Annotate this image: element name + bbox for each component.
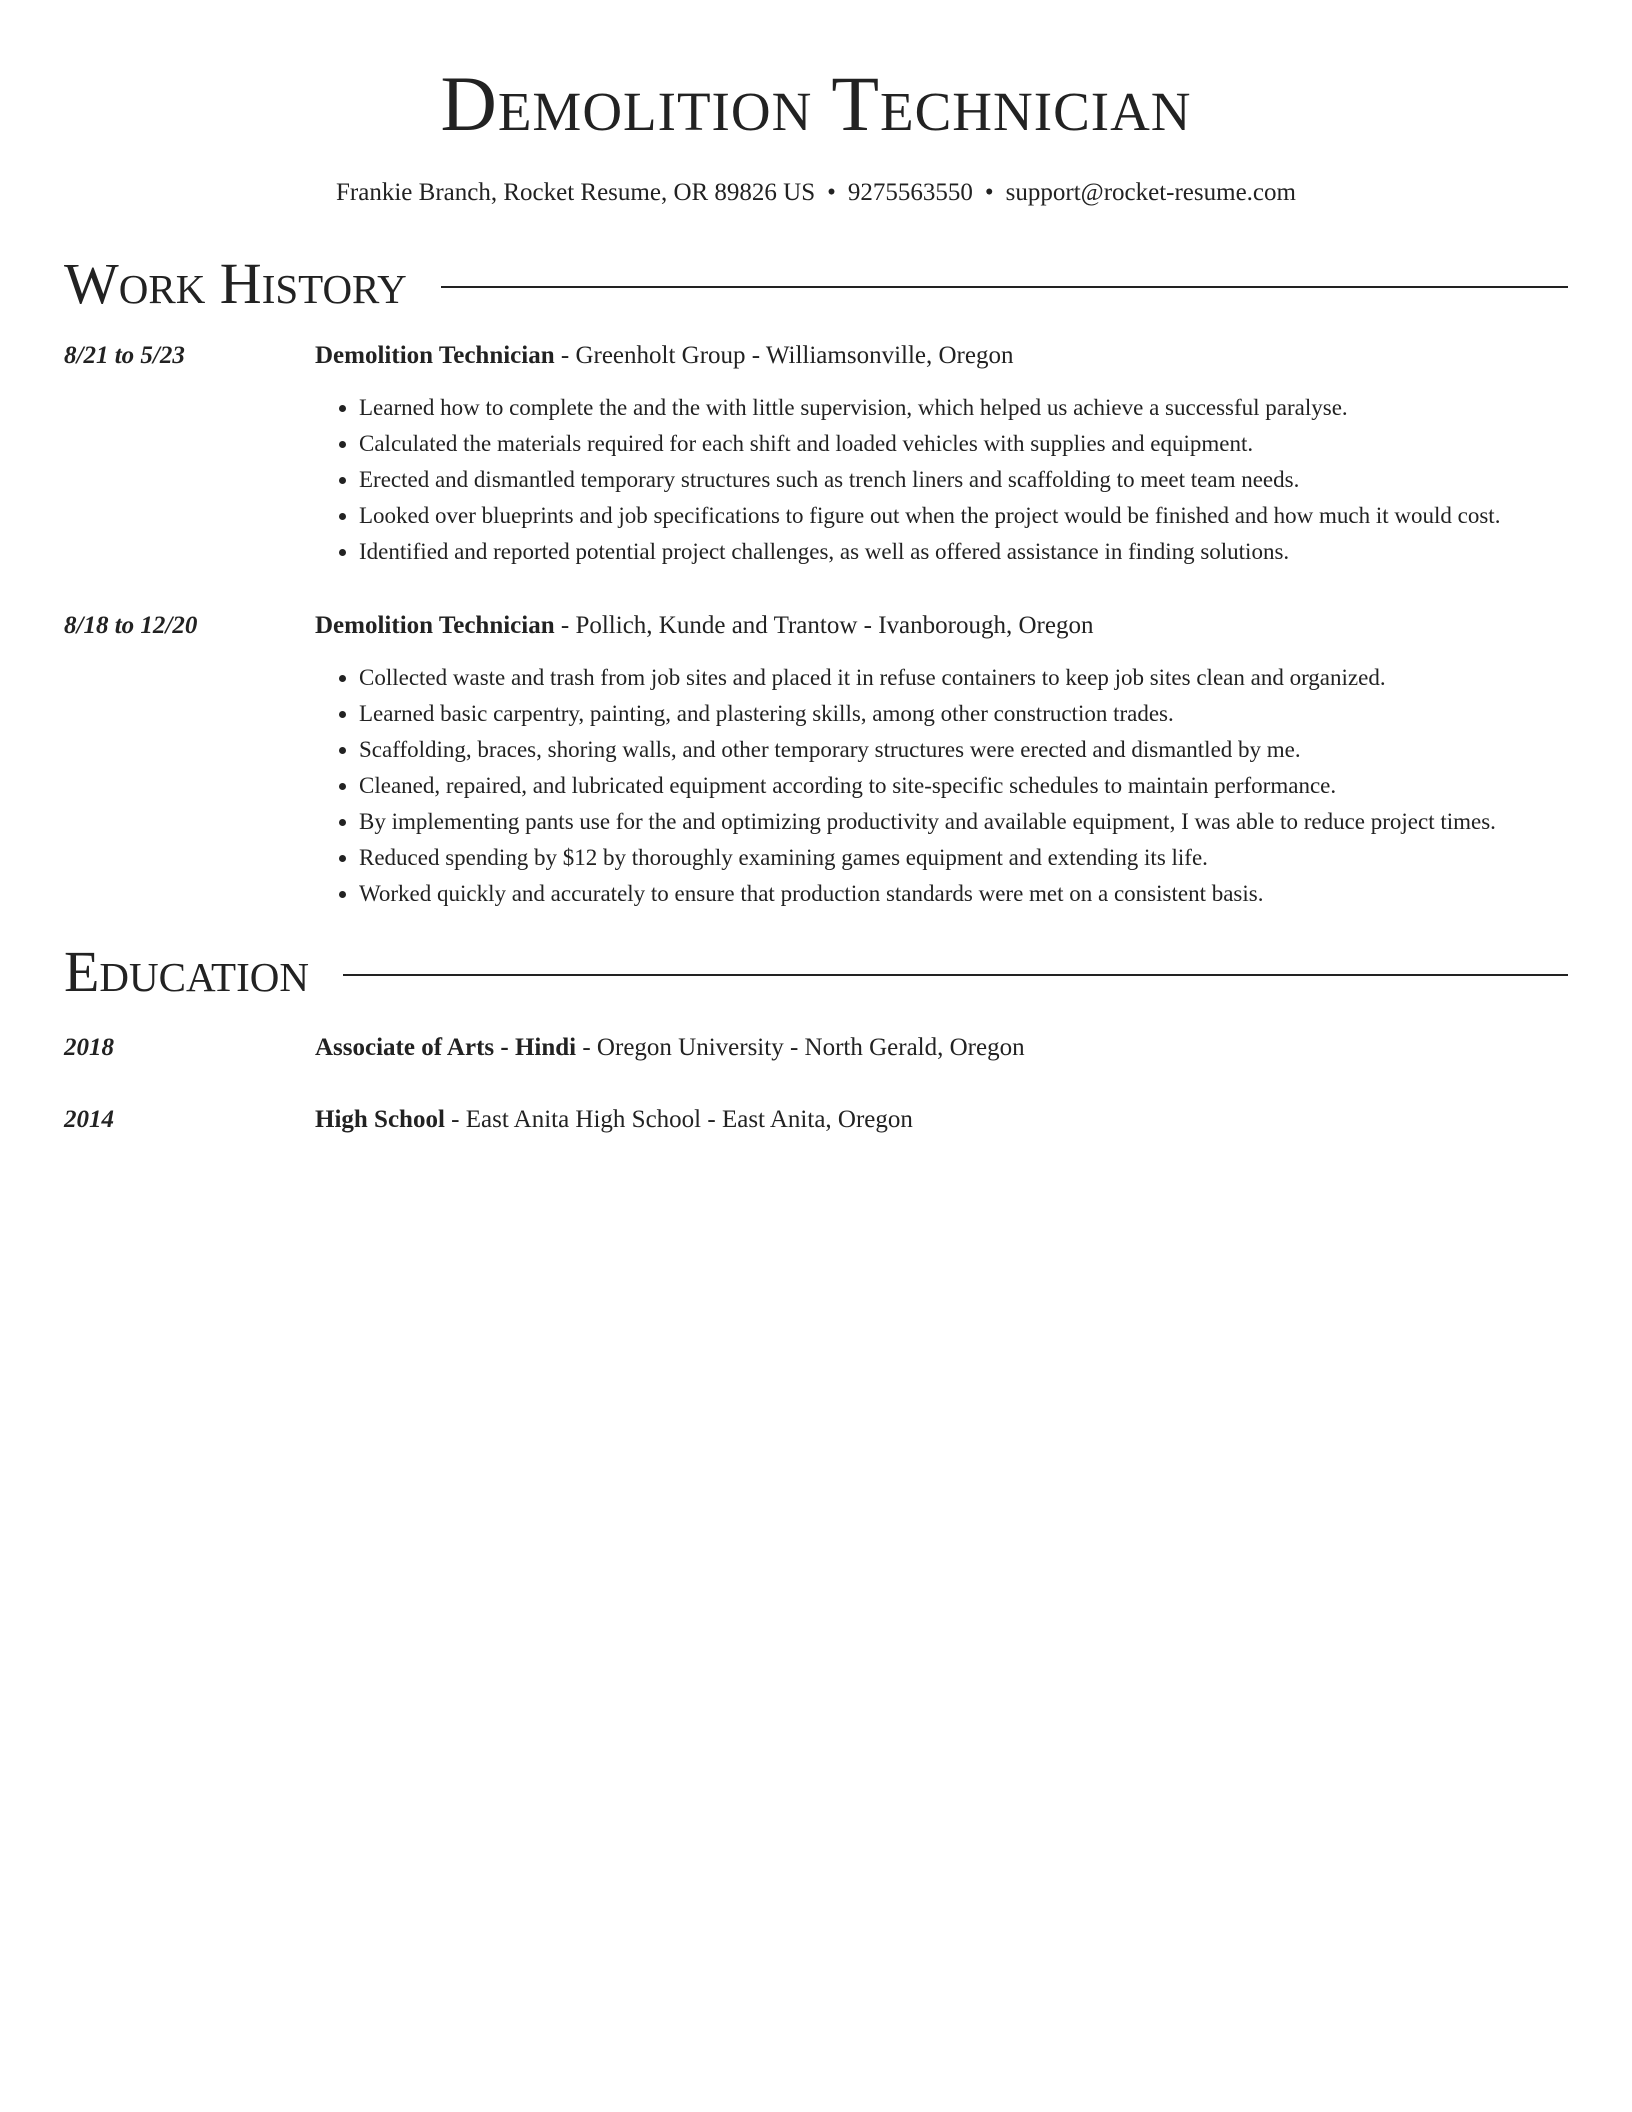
section-divider — [441, 286, 1568, 288]
education-entry — [64, 1104, 1568, 1136]
education-entry-heading — [315, 1032, 1568, 1064]
bullet-item: • By implementing pants use for the and optimizing productivity and available equipment, I was able to reduce project times. — [359, 804, 1568, 840]
work-entry-bullets — [315, 660, 1568, 912]
bullet-item: • Reduced spending by $12 by thoroughly examining games equipment and extending its life. — [359, 840, 1568, 876]
work-entry-role: Demolition Technician — [315, 342, 555, 369]
work-entry — [64, 610, 1568, 912]
education-heading: Education — [64, 939, 309, 1004]
education-entry-date: 2018 — [64, 1034, 114, 1061]
resume-title: Demolition Technician — [440, 60, 1192, 147]
education-entry-details: - East Anita High School - East Anita, Oregon — [444, 1106, 913, 1133]
resume-page — [64, 0, 1568, 1136]
bullet-item: • Calculated the materials required for each shift and loaded vehicles with supplies and equipment. — [359, 426, 1568, 462]
education-entry-body — [315, 1104, 1568, 1136]
education-entry-details: - Oregon University - North Gerald, Oregon — [576, 1034, 1025, 1061]
work-entry — [64, 340, 1568, 570]
bullet-item: • Erected and dismantled temporary structures such as trench liners and scaffolding to meet team needs. — [359, 462, 1568, 498]
contact-separator: • — [984, 179, 994, 206]
bullet-item: • Scaffolding, braces, shoring walls, and other temporary structures were erected and dismantled by me. — [359, 732, 1568, 768]
bullet-item: • Collected waste and trash from job sites and placed it in refuse containers to keep job sites clean and organized. — [359, 660, 1568, 696]
education-section-header — [64, 939, 1568, 1004]
section-divider — [343, 974, 1568, 976]
education-entry-degree: Associate of Arts - Hindi — [315, 1034, 577, 1061]
contact-separator: • — [827, 179, 836, 206]
work-entry-heading — [315, 340, 1568, 372]
education-entry — [64, 1032, 1568, 1064]
work-entry-details: - Pollich, Kunde and Trantow - Ivanborough, Oregon — [554, 612, 1094, 639]
education-entry-date: 2014 — [64, 1106, 114, 1133]
work-entry-date: 8/18 to 12/20 — [64, 612, 198, 639]
bullet-item: • Worked quickly and accurately to ensure that production standards were met on a consistent basis. — [359, 876, 1568, 912]
contact-phone: 9275563550 — [847, 179, 973, 206]
work-entry-date: 8/21 to 5/23 — [64, 342, 185, 369]
education-entry-body — [315, 1032, 1568, 1064]
contact-address: Frankie Branch, Rocket Resume, OR 89826 US — [336, 179, 816, 206]
education-entry-degree: High School — [315, 1106, 445, 1133]
work-history-section-header — [64, 251, 1568, 316]
work-entry-bullets — [315, 390, 1568, 570]
bullet-item: • Cleaned, repaired, and lubricated equipment according to site-specific schedules to maintain performance. — [359, 768, 1568, 804]
work-entry-details: - Greenholt Group - Williamsonville, Oregon — [554, 342, 1014, 369]
contact-line — [64, 178, 1568, 208]
work-entry-body — [315, 340, 1568, 570]
education-entry-heading — [315, 1104, 1568, 1136]
bullet-item: • Learned how to complete the and the with little supervision, which helped us achieve a successful paralyse. — [359, 390, 1568, 426]
contact-email: support@rocket-resume.com — [1005, 179, 1296, 206]
work-entry-role: Demolition Technician — [315, 612, 555, 639]
work-entry-heading — [315, 610, 1568, 642]
bullet-item: • Identified and reported potential project challenges, as well as offered assistance in finding solutions. — [359, 534, 1568, 570]
work-entry-body — [315, 610, 1568, 912]
work-history-heading: Work History — [64, 251, 407, 316]
bullet-item: • Looked over blueprints and job specifications to figure out when the project would be finished and how much it would cost. — [359, 498, 1568, 534]
bullet-item: • Learned basic carpentry, painting, and plastering skills, among other construction trades. — [359, 696, 1568, 732]
